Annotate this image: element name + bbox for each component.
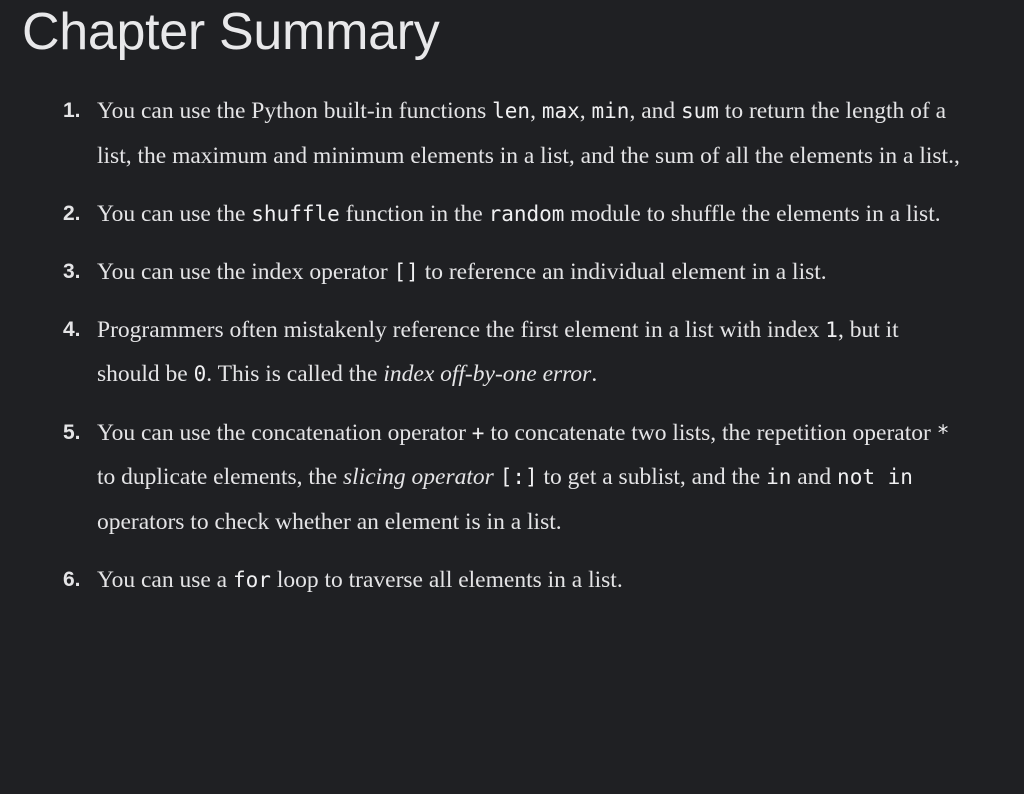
inline-code: sum: [681, 99, 719, 123]
page-title: Chapter Summary: [22, 3, 440, 61]
summary-item: [0, 250, 1024, 295]
item-number: 1.: [63, 99, 81, 122]
inline-code: [:]: [499, 465, 538, 490]
item-number: 4.: [63, 317, 81, 341]
inline-code: len: [492, 99, 531, 123]
text-run: . This is called the: [206, 361, 384, 388]
item-text: [97, 308, 967, 397]
summary-item: [0, 411, 1024, 545]
summary-item: [0, 89, 1024, 178]
item-text: [97, 558, 967, 603]
text-run: You can use the Python built-in functions: [97, 98, 493, 124]
item-text: [97, 250, 967, 295]
item-text: [97, 192, 967, 237]
text-run: operators to check whether an element is in a list.: [97, 508, 562, 535]
inline-code: +: [471, 420, 485, 445]
inline-code: for: [233, 567, 271, 592]
inline-code: not in: [837, 465, 913, 490]
text-run: , and: [629, 98, 682, 124]
text-run: function in the: [339, 200, 489, 227]
inline-code: 0: [193, 362, 207, 387]
emphasized-term: index off-by-one error: [383, 361, 592, 388]
text-run: to get a sublist, and the: [537, 464, 767, 491]
item-text: [97, 89, 967, 178]
summary-list: [0, 89, 1024, 616]
text-run: You can use the concatenation operator: [97, 419, 472, 446]
text-run: You can use the index operator: [97, 258, 394, 285]
inline-code: random: [488, 201, 565, 226]
text-run: to duplicate elements, the: [97, 464, 344, 491]
inline-code: shuffle: [251, 201, 340, 226]
inline-code: min: [591, 99, 630, 123]
inline-code: []: [393, 259, 419, 284]
text-run: and: [791, 464, 838, 491]
inline-code: 1: [825, 317, 838, 342]
text-run: .: [591, 361, 598, 388]
text-run: to concatenate two lists, the repetition operator: [484, 419, 937, 446]
emphasized-term: slicing operator: [343, 464, 494, 491]
text-run: , but it should be: [97, 316, 899, 388]
text-run: to reference an individual element in a list.: [418, 258, 827, 285]
item-text: [97, 411, 967, 545]
inline-code: in: [766, 465, 792, 490]
text-run: Programmers often mistakenly reference the first element in a list with index: [97, 316, 826, 343]
inline-code: max: [541, 99, 580, 123]
text-run: ,: [579, 98, 592, 124]
summary-item: [0, 558, 1024, 603]
item-number: 3.: [63, 259, 81, 283]
summary-item: [0, 192, 1024, 237]
text-run: You can use the: [97, 200, 252, 227]
text-run: to return the length of a list, the maximum and minimum elements in a list, and the sum of all the elements in a list.,: [97, 98, 960, 169]
text-run: ,: [530, 98, 542, 124]
item-number: 6.: [63, 567, 81, 591]
text-run: module to shuffle the elements in a list.: [564, 200, 941, 227]
text-run: You can use a: [97, 566, 233, 593]
summary-item: [0, 308, 1024, 397]
inline-code: *: [936, 420, 950, 445]
text-run: loop to traverse all elements in a list.: [270, 566, 623, 593]
item-number: 2.: [63, 201, 81, 225]
item-number: 5.: [63, 420, 81, 444]
